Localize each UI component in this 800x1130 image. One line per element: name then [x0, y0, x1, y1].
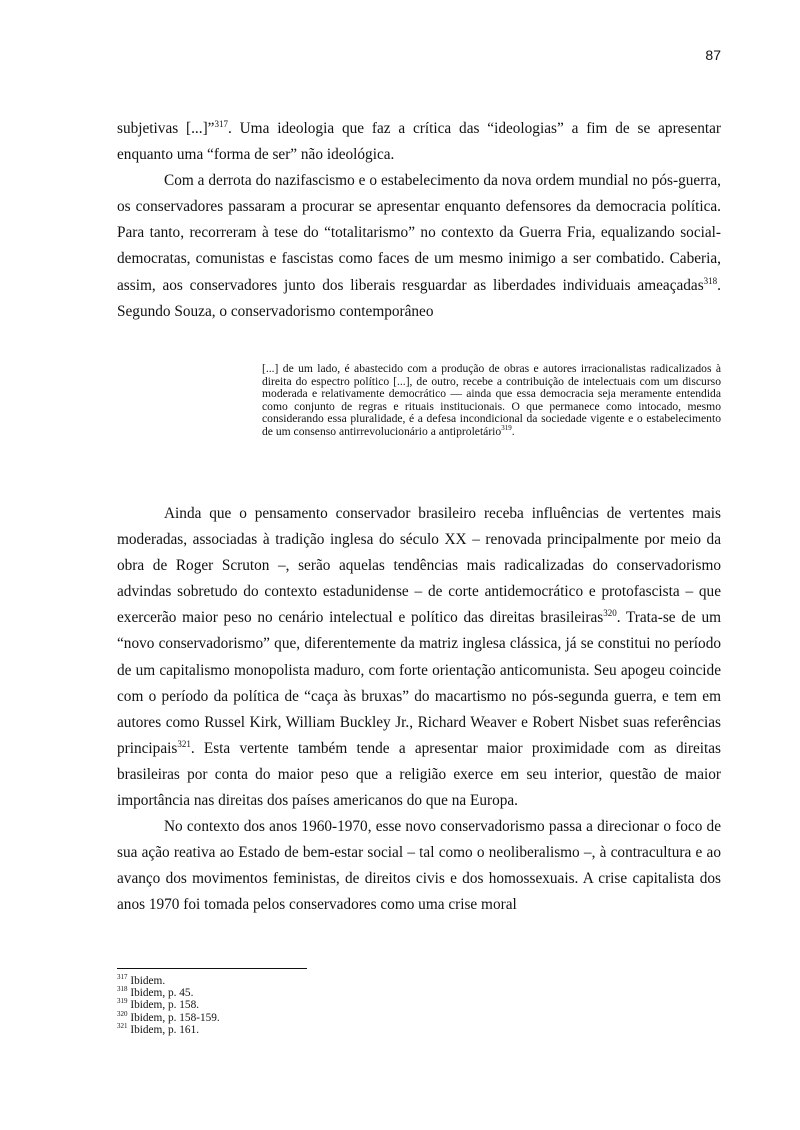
- footnote-text: Ibidem, p. 158.: [127, 999, 200, 1012]
- footnote-text: Ibidem, p. 45.: [127, 987, 194, 1000]
- paragraph-1: [117, 116, 721, 168]
- footnote-separator: [117, 968, 307, 969]
- footnote-ref-319: 319: [501, 423, 512, 432]
- footnote: [117, 987, 721, 999]
- body-text-top: [117, 116, 721, 325]
- footnote-ref-318: 318: [703, 275, 718, 286]
- paragraph-4: [117, 814, 721, 918]
- footnote: [117, 999, 721, 1011]
- footnote-text: Ibidem, p. 161.: [127, 1023, 200, 1036]
- paragraph-2-text-a: Com a derrota do nazifascismo e o estabelecimento da nova ordem mundial no pós-guerra, os conservadores passaram a procurar se apresentar enquanto defensores da democracia política. Para tanto, recorreram à tese do “totalitarismo” no contexto da Guerra Fria, equalizando social-democratas, comunistas e fascistas como faces de um mesmo inimigo a ser combatido. Caberia, assim, aos conservadores junto dos liberais resguardar as liberdades individuais ameaçadas: [117, 172, 721, 294]
- footnote-number: 321: [117, 1022, 128, 1031]
- footnote: [117, 975, 721, 987]
- paragraph-2-text-b: . Segundo Souza, o conservadorismo contemporâneo: [117, 276, 721, 320]
- footnote-ref-320: 320: [603, 608, 617, 619]
- footnote-ref-317: 317: [214, 118, 228, 129]
- paragraph-3: [117, 501, 721, 814]
- footnotes: [117, 975, 721, 1036]
- footnote-number: 320: [117, 1009, 128, 1018]
- footnote-text: Ibidem, p. 158-159.: [127, 1011, 220, 1024]
- paragraph-1-text-a: subjetivas [...]”: [117, 120, 215, 137]
- paragraph-2: [117, 168, 721, 325]
- footnote: [117, 1024, 721, 1036]
- block-quote: [262, 363, 721, 438]
- paragraph-3-text-b: . Trata-se de um “novo conservadorismo” que, diferentemente da matriz inglesa clássica, já se constitui no período de um capitalismo monopolista maduro, com forte orientação anticomunista. Seu apogeu coincide com o período da política de “caça às bruxas” do macartismo no pós-segunda guerra, e tem em autores como Russel Kirk, William Buckley Jr., Richard Weaver e Robert Nisbet suas referências principais: [117, 609, 721, 757]
- block-quote-text-end: .: [511, 424, 515, 438]
- page-number: 87: [705, 47, 721, 63]
- footnote-ref-321: 321: [177, 738, 191, 749]
- paragraph-3-text-c: . Esta vertente também tende a apresentar maior proximidade com as direitas brasileiras por conta do maior peso que a religião exerce em seu interior, questão de maior importância nas direitas dos países americanos do que na Europa.: [117, 739, 721, 810]
- footnote-number: 317: [117, 973, 128, 982]
- footnote-number: 319: [117, 997, 128, 1006]
- footnote: [117, 1009, 721, 1024]
- body-text-bottom: [117, 501, 721, 919]
- block-quote-text: [...] de um lado, é abastecido com a produção de obras e autores irracionalistas radicalizados à direita do espectro político [...], de outro, recebe a contribuição de intelectuais com um discurso moderada e relativamente democrático — ainda que essa democracia seja meramente entendida como conjunto de regras e rituais institucionais. O que permanece como intocado, mesmo considerando essa pluralidade, é a defesa incondicional da sociedade vigente e o estabelecimento de um consenso antirrevolucionário a antiproletário: [262, 362, 721, 438]
- footnote-text: Ibidem.: [127, 975, 166, 987]
- paragraph-3-text-a: Ainda que o pensamento conservador brasileiro receba influências de vertentes mais moderadas, associadas à tradição inglesa do século XX – renovada principalmente por meio da obra de Roger Scruton –, serão aquelas tendências mais radicalizadas do conservadorismo advindas sobretudo do contexto estadunidense – de corte antidemocrático e protofascista – que exercerão maior peso no cenário intelectual e político das direitas brasileiras: [117, 505, 721, 627]
- paragraph-1-text-b: . Uma ideologia que faz a crítica das “ideologias” a fim de se apresentar enquanto uma “forma de ser” não ideológica.: [117, 120, 721, 164]
- paragraph-4-text: No contexto dos anos 1960-1970, esse novo conservadorismo passa a direcionar o foco de sua ação reativa ao Estado de bem-estar social – tal como o neoliberalismo –, à contracultura e ao avanço dos movimentos feministas, de direitos civis e dos homossexuais. A crise capitalista dos anos 1970 foi tomada pelos conservadores como uma crise moral: [117, 818, 721, 914]
- footnote-number: 318: [117, 985, 128, 994]
